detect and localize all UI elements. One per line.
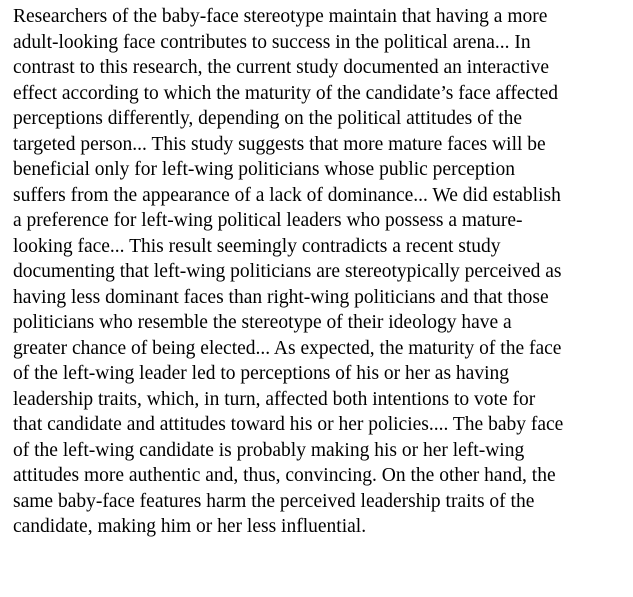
- paragraph-line-10: looking face... This result seemingly contradicts a recent study: [13, 235, 501, 257]
- paragraph-line-21: candidate, making him or her less influential.: [13, 516, 367, 537]
- paragraph-line-17: that candidate and attitudes toward his or her policies.... The baby face: [13, 414, 564, 435]
- paragraph-line-18: of the left-wing candidate is probably making his or her left-wing: [13, 439, 525, 461]
- paragraph-line-3: contrast to this research, the current study documented an interactive: [13, 57, 550, 78]
- quoted-paragraph: [13, 4, 633, 540]
- paragraph-line-8: suffers from the appearance of a lack of dominance... We did establish: [13, 184, 561, 206]
- paragraph-line-16: leadership traits, which, in turn, affected both intentions to vote for: [13, 388, 536, 410]
- paragraph-line-20: same baby-face features harm the perceived leadership traits of the: [13, 490, 535, 512]
- paragraph-line-7: beneficial only for left-wing politicians whose public perception: [13, 159, 515, 180]
- paragraph-line-6: targeted person... This study suggests that more mature faces will be: [13, 133, 546, 155]
- paragraph-line-15: of the left-wing leader led to perceptions of his or her as having: [13, 363, 510, 384]
- paragraph-line-11: documenting that left-wing politicians are stereotypically perceived as: [13, 261, 562, 282]
- paragraph-line-9: a preference for left-wing political leaders who possess a mature-: [13, 210, 523, 231]
- paragraph-line-2: adult-looking face contributes to success in the political arena... In: [13, 31, 531, 53]
- paragraph-line-12: having less dominant faces than right-wing politicians and that those: [13, 286, 549, 308]
- paragraph-line-14: greater chance of being elected... As expected, the maturity of the face: [13, 337, 562, 359]
- paragraph-line-1: Researchers of the baby-face stereotype maintain that having a more: [13, 6, 548, 27]
- paragraph-line-13: politicians who resemble the stereotype of their ideology have a: [13, 312, 512, 333]
- paragraph-line-4: effect according to which the maturity of the candidate’s face affected: [13, 82, 559, 104]
- paragraph-line-19: attitudes more authentic and, thus, convincing. On the other hand, the: [13, 465, 556, 486]
- paragraph-line-5: perceptions differently, depending on the political attitudes of the: [13, 108, 523, 129]
